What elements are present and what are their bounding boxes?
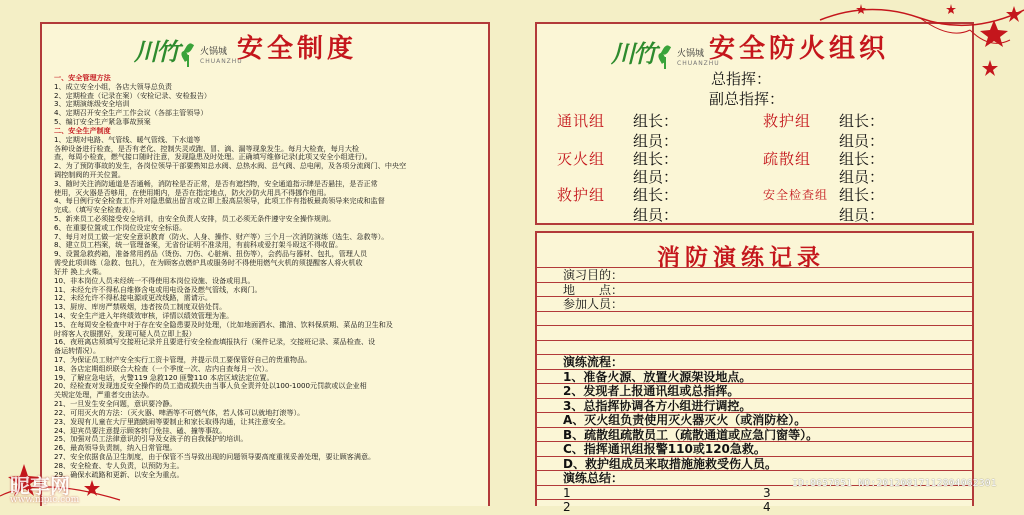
rule-line: 2、定期检查（记录在案）（安检记录、安检报告） <box>54 90 212 100</box>
rule-line: 使用，灭火器是否够用，在使用期内，是否在指定地点，防火沙防火用具不得挪作他用。 <box>54 187 331 197</box>
rules-list <box>54 74 482 504</box>
logo-brand: 火锅城 <box>677 49 705 59</box>
rule-line: 21、一旦发生安全问题，意识要冷静。 <box>54 399 177 409</box>
rule-line: 22、可用灭火的方法：（灭火器、啤酒等不可燃气体，若人体可以就地打滚等）。 <box>54 407 305 417</box>
drill-step <box>537 413 972 428</box>
rule-line: 8、建立员工档案，统一管理备案，无省份证明不准录用，有前科或爱打架斗殴这不得收留。 <box>54 240 343 250</box>
rescue-member: 组员： <box>633 206 679 224</box>
drill-step <box>537 457 972 472</box>
safety-rules-title: 安全制度 <box>237 34 358 64</box>
rule-line: 3、随时关注消防通道是否通畅，消防栓是否正常，是否有遮挡物，安全通道指示牌是否悬挂，是否正常 <box>54 178 378 188</box>
logo-script: 川竹 <box>611 39 655 68</box>
fire-drill-panel <box>535 231 974 514</box>
drill-step-text: 2、发现者上报通讯组或总指挥。 <box>563 384 740 398</box>
rule-line: 23、发现有儿童在大厅里跑跳闹等要制止和家长取得沟通，让其注意安全。 <box>54 416 291 426</box>
bamboo-icon <box>181 43 195 67</box>
drill-process-row <box>537 355 972 370</box>
rule-line: 15、在每周安全检查中对于存在安全隐患要及时处理，（比如地面洒水、撒油、饮料保质期、菜品的卫生和及 <box>54 319 393 329</box>
rule-line: 29、确保水疏路和更新、以安全为重点。 <box>54 469 184 479</box>
rule-line: 25、加强对员工法律意识的引导及女孩子的自我保护的培训。 <box>54 434 248 444</box>
group-evacuation: 疏散组 <box>763 150 812 168</box>
drill-people-row <box>537 297 972 312</box>
summary-item-4: 4 <box>763 500 771 514</box>
drill-step <box>537 399 972 414</box>
watermark-site: www.nipic.com <box>10 495 80 505</box>
floral-decoration <box>800 0 1024 90</box>
rule-line: 关规定处理，严重者交由法办。 <box>54 390 154 400</box>
rule-line: 2、为了预防事故的发生，各岗位领导干部要熟知总水阀、总热水阀、总气阀、总电闸，及各项分流阀门、中央空 <box>54 161 407 171</box>
bamboo-icon <box>658 45 672 69</box>
summary-item-1: 1 <box>563 485 571 500</box>
rule-line: 28、安全检查、专人负责，以预防为主。 <box>54 460 184 470</box>
rule-line: 27、安全依据食品卫生制度，由于保管不当导致出现的问题领导要高度重视妥善处理，要让顾客满意。 <box>54 451 376 461</box>
group-firefighting: 灭火组 <box>557 150 606 168</box>
drill-step-text: C、指挥通讯组报警110或120急救。 <box>563 442 766 456</box>
rule-line: 备运转情况）。 <box>54 346 101 356</box>
rule-line: 3、定期演练级安全培训 <box>54 99 130 109</box>
summary-item-3: 3 <box>763 485 771 500</box>
drill-step <box>537 370 972 385</box>
blank-row <box>537 341 972 356</box>
fire-drill-title: 消防演练记录 <box>657 244 825 271</box>
drill-summary-line <box>537 500 972 515</box>
rule-line: 时将客人衣服摆好，发现可疑人员立即上报） <box>54 328 196 338</box>
inspect-leader: 组长： <box>839 186 885 204</box>
chief-commander: 总指挥： <box>711 70 772 88</box>
drill-record-table <box>537 267 972 514</box>
rule-line: 需受此项训练（急救、包扎），在为顾客点燃炉具或服务时不得使用燃气火机的须提醒客人将火机收 <box>54 258 363 268</box>
rule-line: 11、未经允许不得私自维修含电或用电设备及燃气管线，水阀门。 <box>54 284 262 294</box>
rule-line: 10、非本岗位人员未经统一不得使用本岗位设施、设备或用具。 <box>54 275 255 285</box>
group-communication: 通讯组 <box>557 112 606 130</box>
group-rescue: 救护组 <box>557 186 606 204</box>
rule-line: 好并 换上火柴。 <box>54 266 106 276</box>
rule-line: 查，每周小检查，燃气接口随时注意，发现隐患及时处理。正确填写维修记录(此项又安全小组进行)。 <box>54 152 372 162</box>
logo-sub: CHUANZHU <box>200 58 243 65</box>
rule-line: 9、设置急救药箱，准备常用药品（烫伤、刀伤、心脏病、扭伤等），会药品与器材、包扎，管理人员 <box>54 249 368 259</box>
watermark-brand <box>10 470 79 505</box>
rescue2-member: 组员： <box>839 132 885 150</box>
blank-row <box>537 326 972 341</box>
logo-sub: CHUANZHU <box>677 60 720 67</box>
drill-purpose-row <box>537 268 972 283</box>
rule-line: 16、夜班离店须填写交接班记录并且要进行安全检查填报执行（案件记录，交接班记录、菜品检查、设 <box>54 337 376 347</box>
watermark-id: ID:8657651 NO:20120817112804062301 <box>792 478 997 489</box>
drill-step <box>537 442 972 457</box>
safety-rules-panel <box>40 22 490 506</box>
rescue-leader: 组长： <box>633 186 679 204</box>
drill-place-row <box>537 283 972 298</box>
inspect-member: 组员： <box>839 206 885 224</box>
summary-item-2: 2 <box>563 500 571 514</box>
group-safety-inspection: 安全检查组 <box>763 188 829 202</box>
drill-step-text: 3、总指挥协调各方小组进行调控。 <box>563 398 752 413</box>
rule-line: 7、每月对员工做一定安全意识教育（防火、人身、操作、财产等）三个月一次消防演练（选生、急救等）。 <box>54 231 389 241</box>
rule-line: 17、为保证员工财产安全实行工资卡管理，并提示员工要保管好自己的贵重物品。 <box>54 355 312 364</box>
drill-step <box>537 384 972 399</box>
comm-member: 组员： <box>633 132 679 150</box>
logo-brand: 火锅城 <box>200 47 228 57</box>
rules-heading: 一、安全管理方法 <box>54 74 111 82</box>
drill-people-label: 参加人员： <box>563 297 624 311</box>
watermark-brand-text: 昵享网 <box>10 474 70 498</box>
drill-step-text: D、救护组成员来取措施施救受伤人员。 <box>563 456 777 471</box>
fire-organization-title: 安全防火组织 <box>709 34 890 64</box>
rule-line: 1、成立安全小组，各店大领导总负责 <box>54 81 173 91</box>
rule-line: 调控制阀的开关位置。 <box>54 169 125 179</box>
drill-step-text: 1、准备火源、放置火源架设地点。 <box>563 369 752 384</box>
drill-step-text: B、疏散组疏散员工（疏散通道或应急门窗等）。 <box>563 427 819 442</box>
drill-summary-label: 演练总结： <box>563 471 624 485</box>
group-rescue-right: 救护组 <box>763 112 812 130</box>
rule-line: 20、经检查对发现违反安全操作的员工造成损失由当事人负全责并处以100-1000元罚款或以企业相 <box>54 381 367 391</box>
drill-place-label: 地 点： <box>563 282 624 297</box>
rule-line: 各种设备进行检查，是否有老化、控制失灵或跑、冒、滴、漏等现象发生。每月大检查，每月大检 <box>54 143 360 153</box>
deputy-commander: 副总指挥： <box>709 90 785 108</box>
rule-line: 13、厨房、库房严禁吸烟，违者按员工制度双倍处罚。 <box>54 302 227 312</box>
rule-line: 4、每日例行安全检查工作并对隐患做出留言或立即上报高层领导，此项工作有指板最高领导来完成和监督 <box>54 196 385 206</box>
rule-line: 5、编订安全生产紧急事故预案 <box>54 117 151 127</box>
rule-line: 18、各店定期组织联合大检查（一个季度一次、店内自查每月一次）。 <box>54 363 273 373</box>
rule-line: 19、了解应急电话，火警119 急救120 匪警110 本店区域法定位置。 <box>54 372 274 382</box>
drill-step <box>537 428 972 443</box>
drill-process-label: 演练流程： <box>563 355 624 369</box>
rules-heading: 二、安全生产制度 <box>54 125 111 135</box>
rule-line: 1、定期对电路、气管线、暖气管线、下水道等 <box>54 134 201 144</box>
rescue2-leader: 组长： <box>839 112 885 130</box>
brand-logo <box>611 34 720 69</box>
blank-row <box>537 312 972 327</box>
rule-line: 14、安全生产进入年终绩效审核，详情以绩效管理为准。 <box>54 310 234 320</box>
rule-line: 12、未经允许不得私接电源或更改线路，需请示。 <box>54 293 212 303</box>
flower-vine-icon <box>800 0 1024 90</box>
logo-script: 川竹 <box>134 37 178 66</box>
rule-line: 5、新来员工必须接受安全培训，由安全负责人安排，员工必须无条件遵守安全操作规则。 <box>54 214 336 223</box>
evac-member: 组员： <box>839 168 885 186</box>
evac-leader: 组长： <box>839 150 885 168</box>
rule-line: 完成。（填写安全检查表）。 <box>54 205 140 215</box>
comm-leader: 组长： <box>633 112 679 130</box>
rule-line: 6、在重要位置或工作岗位设定安全标语。 <box>54 222 187 232</box>
rule-line: 4、定期召开安全生产工作会议（各部主管领导） <box>54 108 208 118</box>
rule-line: 24、迎宾员要注意提示顾客转门免挂、磕、撞等事故。 <box>54 425 227 435</box>
drill-purpose-label: 演习目的： <box>563 268 624 282</box>
rule-line: 26、最高领导负责制，纳入日常管理。 <box>54 443 177 453</box>
brand-logo <box>134 32 243 67</box>
fire-member: 组员： <box>633 168 679 186</box>
fire-leader: 组长： <box>633 150 679 168</box>
drill-step-text: A、灭火组负责使用灭火器灭火（或消防栓）。 <box>563 413 807 427</box>
